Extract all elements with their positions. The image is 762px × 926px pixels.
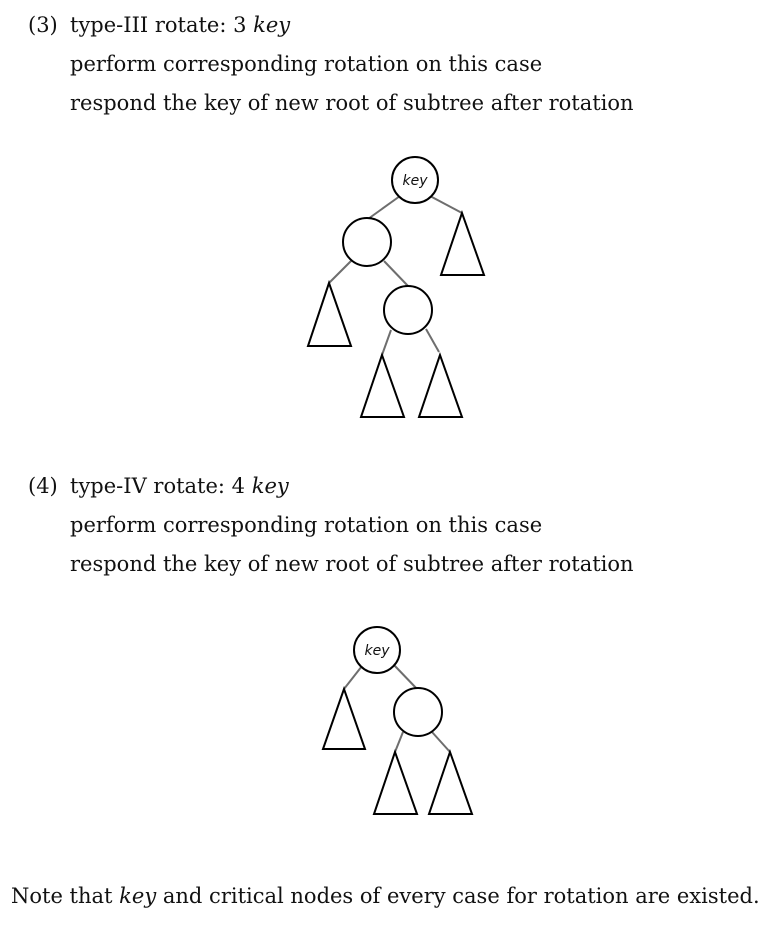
note-suffix: and critical nodes of every case for rotation are existed. [162, 884, 760, 908]
right-left-subtree-triangle [374, 752, 417, 814]
type-iv-tree-diagram [0, 600, 762, 830]
left-right-grandchild-node [384, 286, 432, 334]
root-node-label: key [402, 173, 428, 189]
section-3-line-2: respond the key of new root of subtree after rotation [70, 91, 634, 115]
section-4-number: (4) [28, 474, 58, 498]
left-subtree-triangle [323, 689, 365, 749]
section-3-number: (3) [28, 13, 58, 37]
lr-right-subtree-triangle [419, 355, 462, 417]
left-child-node [343, 218, 391, 266]
right-right-subtree-triangle [429, 752, 472, 814]
section-3-title: type-III rotate: 3 [70, 13, 247, 37]
right-child-node [394, 688, 442, 736]
lr-left-subtree-triangle [361, 355, 404, 417]
root-node-label: key [364, 643, 390, 659]
left-left-subtree-triangle [308, 283, 351, 346]
note-key: key [119, 884, 157, 908]
note-prefix: Note that [11, 884, 113, 908]
footnote [11, 883, 760, 909]
section-3-key: key [253, 13, 291, 37]
section-3-line-1: perform corresponding rotation on this case [70, 52, 543, 76]
right-subtree-triangle [441, 213, 484, 275]
section-4-line-1: perform corresponding rotation on this case [70, 513, 543, 537]
section-4-line-2: respond the key of new root of subtree after rotation [70, 552, 634, 576]
section-4-key: key [251, 474, 289, 498]
type-iii-tree-diagram [0, 0, 762, 430]
section-4-title: type-IV rotate: 4 [70, 474, 246, 498]
